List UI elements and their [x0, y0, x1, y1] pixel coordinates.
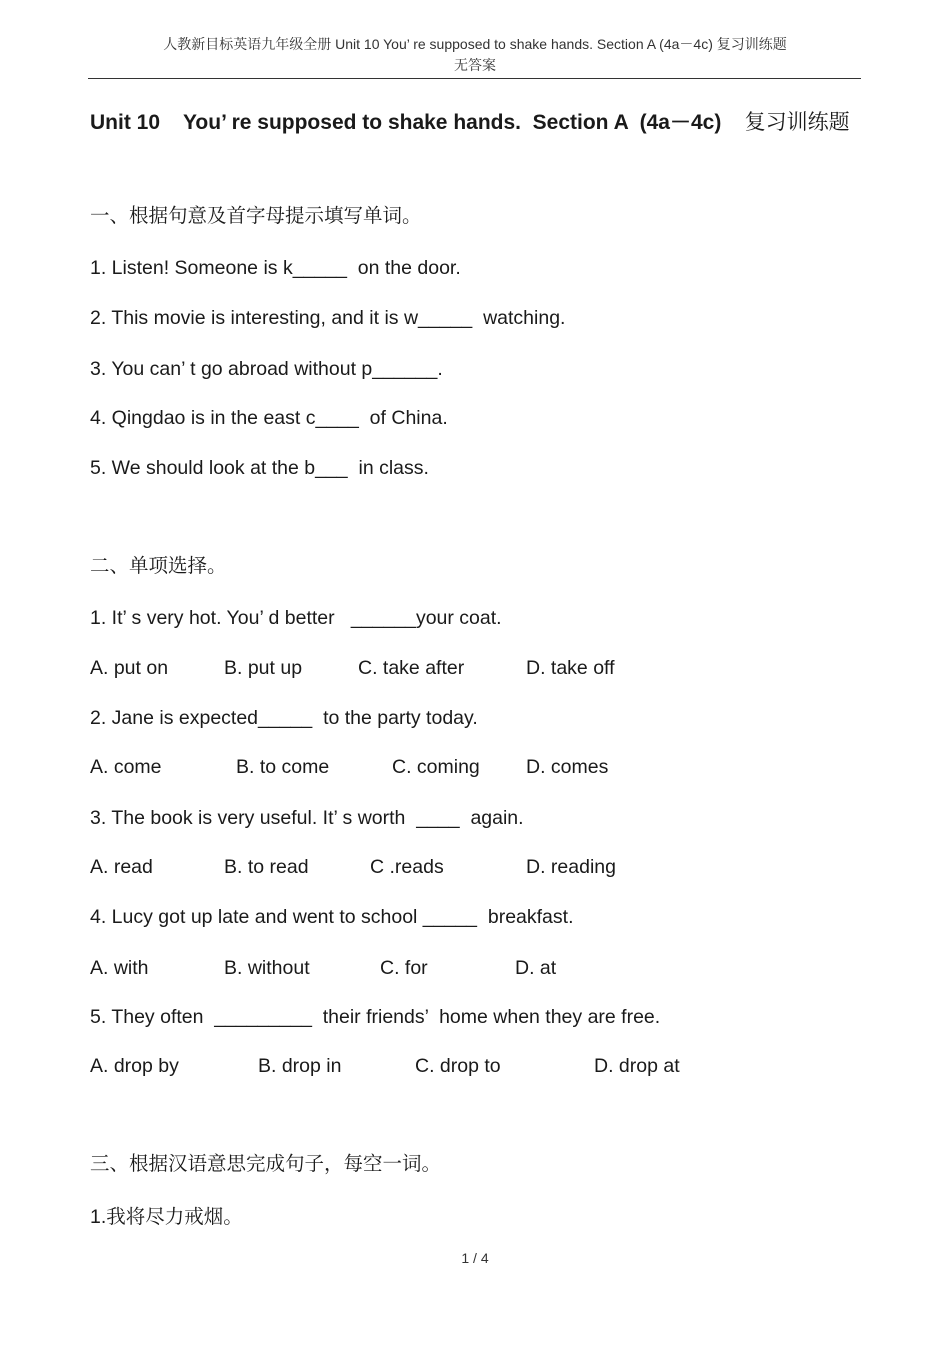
s1-item-2: 2. This movie is interesting, and it is w_____ watching.	[90, 307, 566, 329]
option-c: C .reads	[370, 856, 444, 878]
document-title	[90, 106, 890, 136]
option-a: A. read	[90, 856, 153, 878]
header-line-1: 人教新目标英语九年级全册 Unit 10 You’ re supposed to shake hands. Section A (4a－4c) 复习训练题	[163, 36, 787, 52]
option-d: D. take off	[526, 657, 615, 679]
section-2-heading: 二、单项选择。	[90, 555, 227, 577]
s2-question-4: 4. Lucy got up late and went to school _____ breakfast.	[90, 906, 574, 928]
section-1-heading: 一、根据句意及首字母提示填写单词。	[90, 205, 422, 227]
s2-question-5: 5. They often _________ their friends’ home when they are free.	[90, 1006, 661, 1028]
header-line-2: 无答案	[454, 57, 496, 73]
s1-item-5: 5. We should look at the b___ in class.	[90, 457, 429, 479]
option-b: B. drop in	[258, 1055, 342, 1077]
page-number: 1 / 4	[461, 1250, 489, 1266]
header-divider	[88, 78, 861, 79]
s1-item-1: 1. Listen! Someone is k_____ on the door.	[90, 257, 461, 279]
title-chinese: 复习训练题	[744, 111, 850, 134]
option-d: D. reading	[526, 856, 616, 878]
s1-item-3: 3. You can’ t go abroad without p______.	[90, 358, 443, 380]
option-a: A. drop by	[90, 1055, 179, 1077]
option-c: C. drop to	[415, 1055, 501, 1077]
option-a: A. come	[90, 756, 162, 778]
option-c: C. for	[380, 957, 428, 979]
option-d: D. comes	[526, 756, 609, 778]
s2-question-3: 3. The book is very useful. It’ s worth ____ again.	[90, 807, 524, 829]
page-header	[90, 34, 860, 76]
option-d: D. at	[515, 957, 557, 979]
option-c: C. coming	[392, 756, 480, 778]
option-a: A. with	[90, 957, 149, 979]
option-b: B. to read	[224, 856, 309, 878]
option-b: B. without	[224, 957, 310, 979]
s2-question-1: 1. It’ s very hot. You’ d better ______your coat.	[90, 607, 502, 629]
option-d: D. drop at	[594, 1055, 680, 1077]
section-3-heading: 三、根据汉语意思完成句子，每空一词。	[90, 1153, 442, 1175]
s1-item-4: 4. Qingdao is in the east c____ of China.	[90, 407, 448, 429]
option-c: C. take after	[358, 657, 465, 679]
title-english: Unit 10 You’ re supposed to shake hands. Section A (4a－4c)	[90, 111, 722, 134]
option-a: A. put on	[90, 657, 169, 679]
s3-item-1: 1.我将尽力戒烟。	[90, 1206, 243, 1228]
option-b: B. put up	[224, 657, 303, 679]
s2-question-2: 2. Jane is expected_____ to the party today.	[90, 707, 478, 729]
option-b: B. to come	[236, 756, 330, 778]
